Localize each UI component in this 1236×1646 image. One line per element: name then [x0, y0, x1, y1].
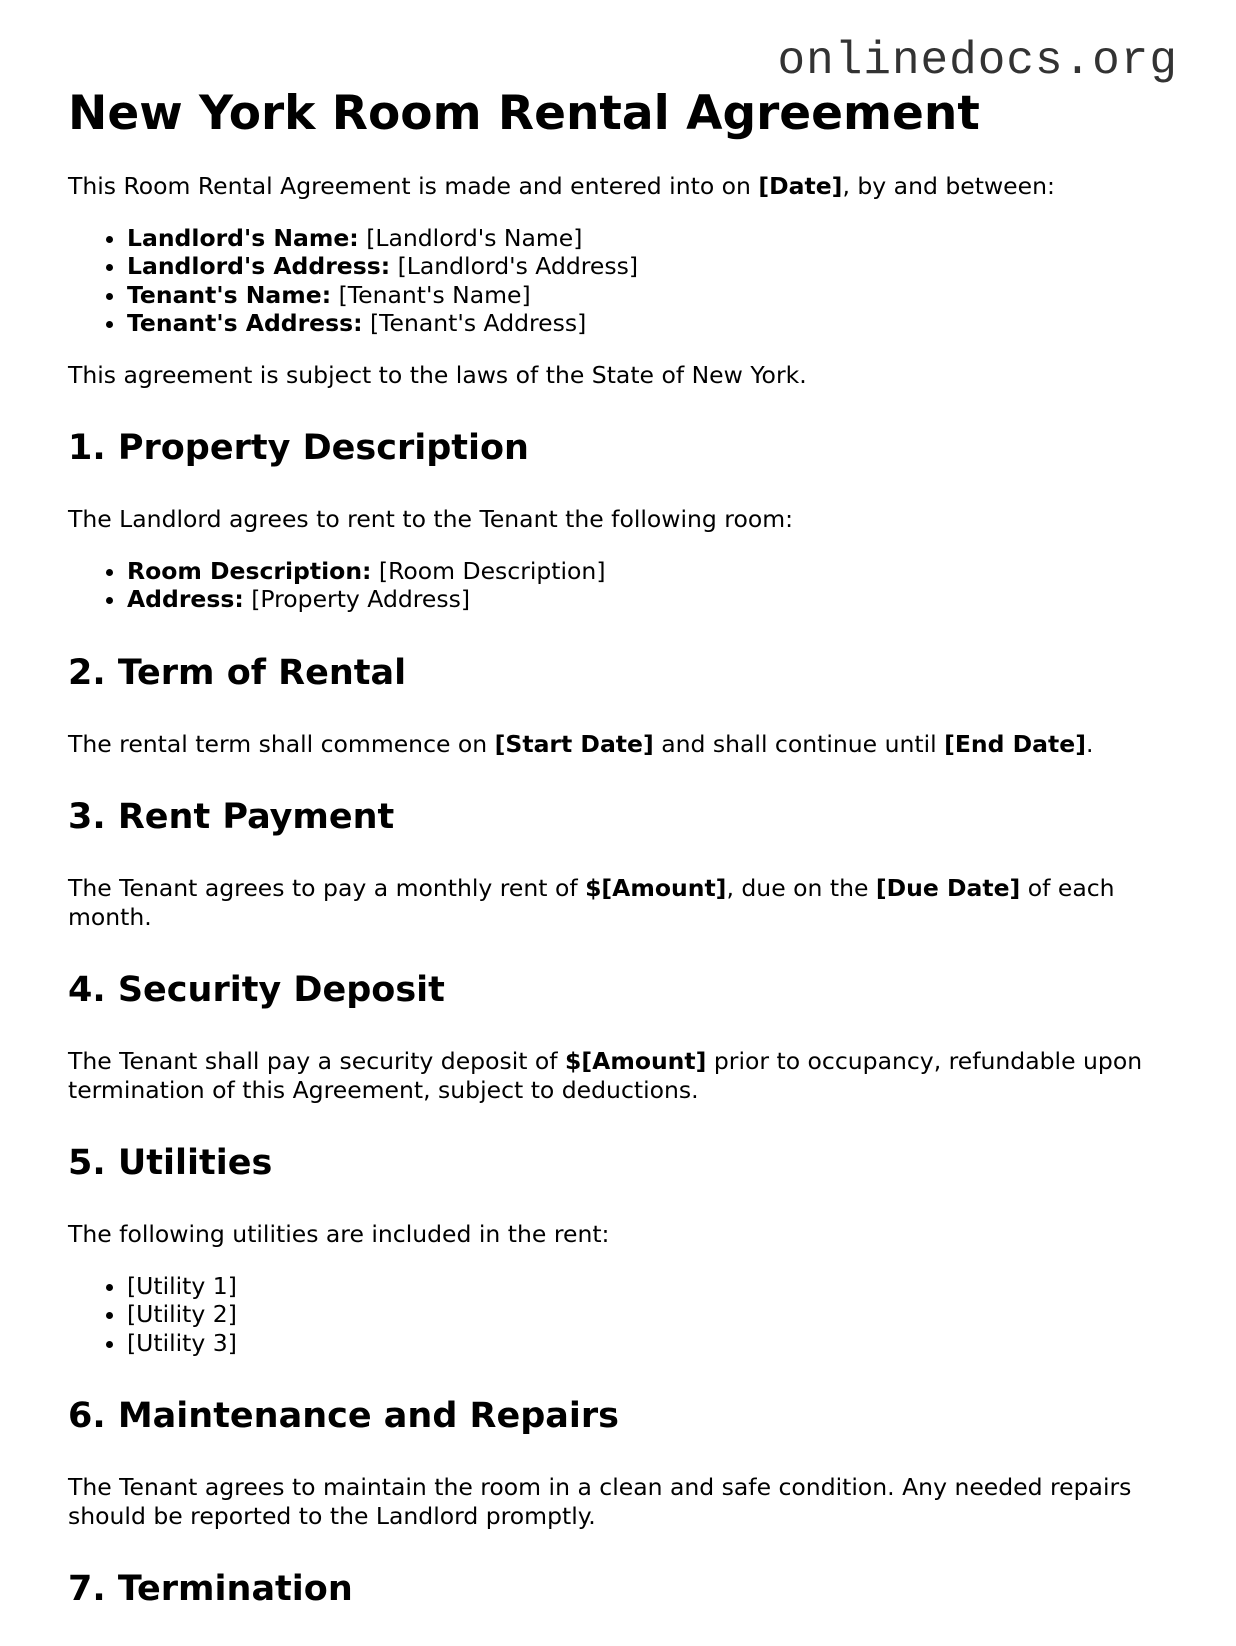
- term-paragraph: [68, 730, 1178, 759]
- section-heading-deposit: 4. Security Deposit: [68, 970, 445, 1010]
- list-item: • [Utility 3]: [127, 1329, 1178, 1358]
- party-label: Landlord's Address:: [127, 252, 391, 280]
- utilities-list: [68, 1272, 1178, 1358]
- party-value: [Landlord's Address]: [390, 252, 639, 280]
- governing-law-paragraph: This agreement is subject to the laws of the State of New York.: [68, 360, 807, 389]
- list-item: • [Utility 1]: [127, 1272, 1178, 1301]
- parties-list: [68, 224, 1178, 338]
- party-value: [Landlord's Name]: [358, 223, 583, 252]
- property-value: [Room Description]: [371, 556, 606, 585]
- party-label: Tenant's Name:: [127, 280, 332, 309]
- property-list: [68, 557, 1178, 614]
- list-item: [127, 281, 1178, 310]
- intro-paragraph: [68, 172, 1178, 201]
- rent-middle: , due on the: [726, 874, 876, 902]
- utilities-paragraph: The following utilities are included in the rent:: [68, 1220, 610, 1248]
- term-middle: and shall continue until: [653, 729, 945, 758]
- deposit-amount: $[Amount]: [565, 1047, 707, 1075]
- term-start-date: [Start Date]: [494, 729, 654, 758]
- party-value: [Tenant's Name]: [331, 280, 531, 309]
- party-label: Tenant's Address:: [127, 309, 363, 337]
- term-suffix: .: [1085, 729, 1094, 758]
- party-value: [Tenant's Address]: [362, 309, 587, 337]
- deposit-prefix: The Tenant shall pay a security deposit of: [68, 1047, 566, 1075]
- section-heading-property: 1. Property Description: [68, 428, 529, 468]
- deposit-paragraph: [68, 1047, 1178, 1104]
- section-heading-utilities: 5. Utilities: [68, 1143, 273, 1183]
- intro-prefix: This Room Rental Agreement is made and entered into on: [68, 172, 759, 200]
- term-prefix: The rental term shall commence on: [68, 729, 495, 758]
- section-heading-termination: 7. Termination: [68, 1569, 353, 1609]
- deposit-suffix: prior to occupancy, refundable upon termination of this Agreement, subject to deductions.: [68, 1047, 1143, 1104]
- rent-due-date: [Due Date]: [875, 874, 1021, 902]
- party-label: Landlord's Name:: [127, 223, 359, 252]
- rent-paragraph: [68, 874, 1178, 931]
- watermark: onlinedocs.org: [777, 35, 1178, 87]
- property-paragraph: The Landlord agrees to rent to the Tenant the following room:: [68, 505, 794, 533]
- intro-suffix: , by and between:: [842, 172, 1055, 200]
- document-body: [68, 172, 1178, 1646]
- section-heading-term: 2. Term of Rental: [68, 652, 407, 693]
- section-heading-rent: 3. Rent Payment: [68, 797, 395, 837]
- maintenance-paragraph: The Tenant agrees to maintain the room in a clean and safe condition. Any needed repairs should be reported to the Landlord promptly.: [68, 1473, 1132, 1530]
- property-value: [Property Address]: [243, 585, 471, 613]
- rent-suffix: of each month.: [68, 874, 1115, 931]
- list-item: [127, 557, 1178, 586]
- list-item: [127, 224, 1178, 253]
- list-item: • [Utility 2]: [127, 1300, 1178, 1329]
- property-label: Room Description:: [127, 556, 372, 585]
- list-item: [127, 252, 1178, 281]
- term-end-date: [End Date]: [944, 729, 1086, 758]
- property-label: Address:: [127, 585, 244, 613]
- list-item: [127, 309, 1178, 338]
- rent-prefix: The Tenant agrees to pay a monthly rent of: [68, 874, 586, 902]
- document-title: New York Room Rental Agreement: [68, 86, 980, 141]
- section-heading-maintenance: 6. Maintenance and Repairs: [68, 1396, 620, 1436]
- list-item: [127, 585, 1178, 614]
- intro-date: [Date]: [758, 172, 843, 200]
- rent-amount: $[Amount]: [585, 874, 727, 902]
